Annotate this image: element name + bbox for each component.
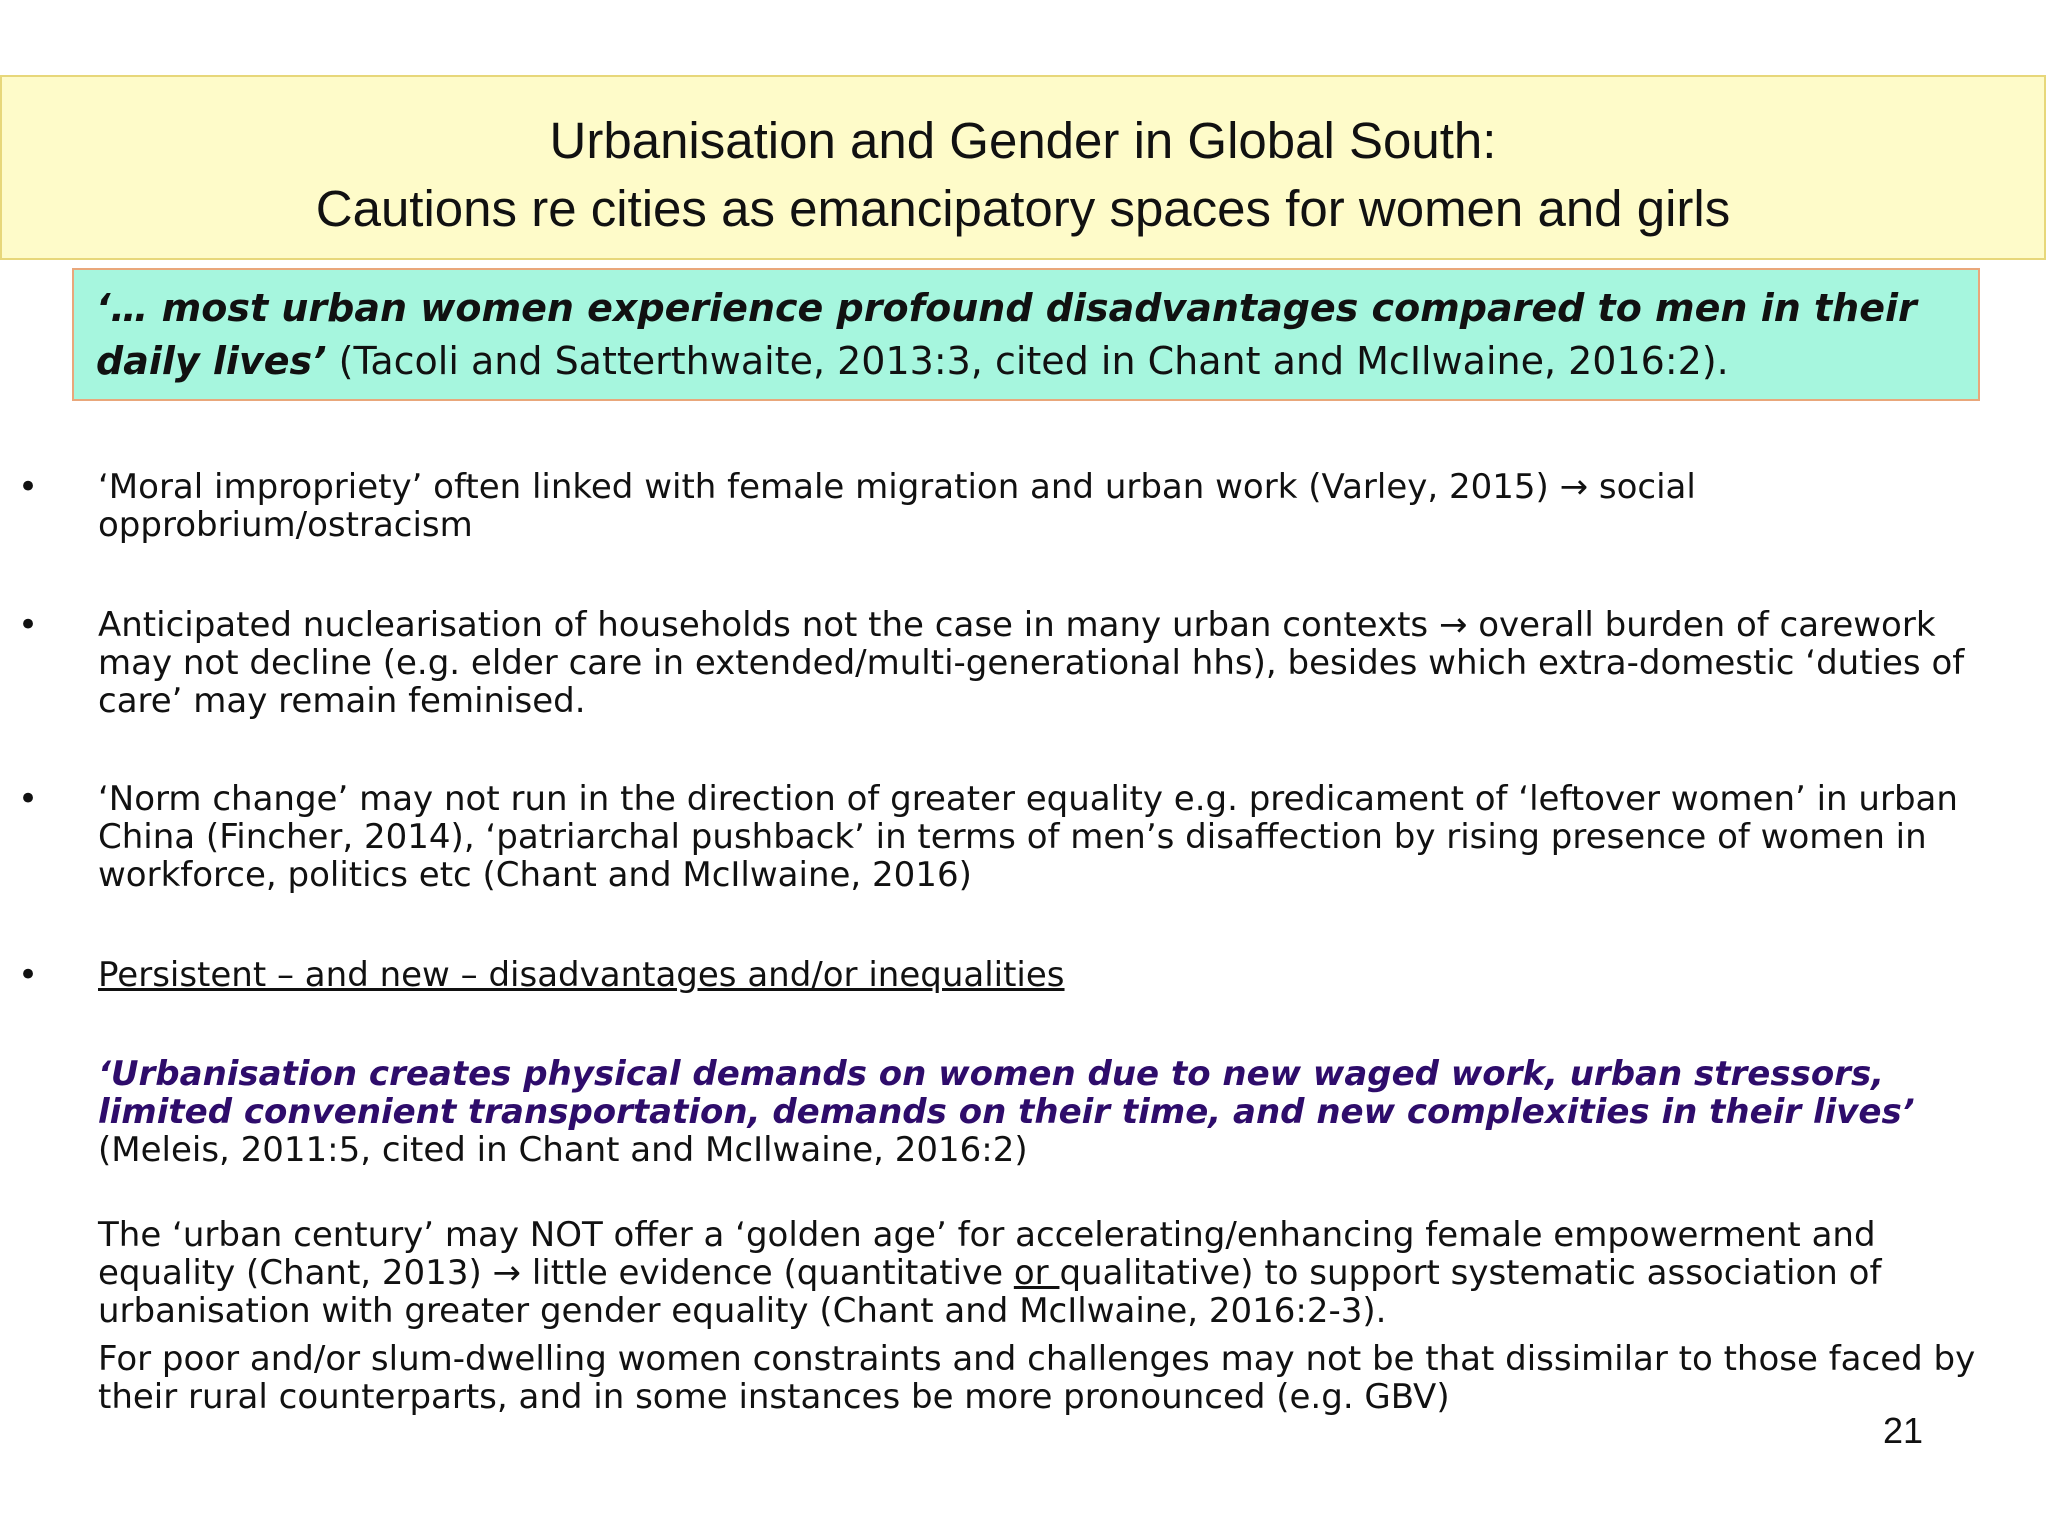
bullet-dot: •: [18, 779, 39, 819]
meleis-citation: (Meleis, 2011:5, cited in Chant and McIlwaine, 2016:2): [98, 1130, 1028, 1170]
bullet-dot: •: [18, 467, 39, 507]
slide-title-box: [0, 75, 2046, 260]
urban-century-paragraph: [98, 1216, 2018, 1330]
bullet-dot: •: [18, 605, 39, 645]
slide-title-line-2: Cautions re cities as emancipatory spaces for women and girls: [315, 180, 1731, 237]
bullet-text-moral: ‘Moral impropriety’ often linked with female migration and urban work (Varley, 2015) → social opprobrium/ostracism: [98, 467, 1696, 545]
page-number: 21: [1882, 1410, 1923, 1451]
bullet-text-nuclearisation: Anticipated nuclearisation of households not the case in many urban contexts → overall burden of carework may not decline (e.g. elder care in extended/multi-generational hhs), besides which extra-domestic ‘duties of care’ may remain feminised.: [98, 605, 1965, 721]
meleis-paragraph: [98, 1055, 2018, 1169]
slide-title-line-1: Urbanisation and Gender in Global South:: [549, 112, 1497, 169]
bullet-text-persistent: Persistent – and new – disadvantages and/or inequalities: [98, 955, 1065, 995]
highlight-quote-box: [72, 268, 1980, 401]
meleis-quote: ‘Urbanisation creates physical demands on women due to new waged work, urban stressors, limited convenient transportation, demands on their time, and new complexities in their lives’: [98, 1054, 1915, 1132]
poor-women-text: For poor and/or slum-dwelling women constraints and challenges may not be that dissimilar to those faced by their rural counterparts, and in some instances be more pronounced (e.g. GBV): [98, 1339, 1976, 1417]
poor-women-paragraph: [98, 1340, 2018, 1416]
quote-citation: (Tacoli and Satterthwaite, 2013:3, cited in Chant and McIlwaine, 2016:2).: [326, 339, 1729, 383]
urban-century-or: or: [1013, 1253, 1060, 1293]
quote-bold-text: ‘… most urban women experience profound disadvantages compared to men in their daily lives’: [96, 286, 1917, 383]
bullet-text-norm-change: ‘Norm change’ may not run in the direction of greater equality e.g. predicament of ‘leftover women’ in urban China (Fincher, 2014), ‘patriarchal pushback’ in terms of men’s disaffection by rising presence of women in workforce, politics etc (Chant and McIlwaine, 2016): [98, 779, 1958, 895]
urban-century-text-b: qualitative) to support systematic association of urbanisation with greater gender equality (Chant and McIlwaine, 2016:2-3).: [98, 1253, 1882, 1331]
bullet-dot: •: [18, 955, 39, 995]
urban-century-text-a: The ‘urban century’ may NOT offer a ‘golden age’ for accelerating/enhancing female empowerment and equality (Chant, 2013) → little evidence (quantitative: [98, 1215, 1876, 1293]
